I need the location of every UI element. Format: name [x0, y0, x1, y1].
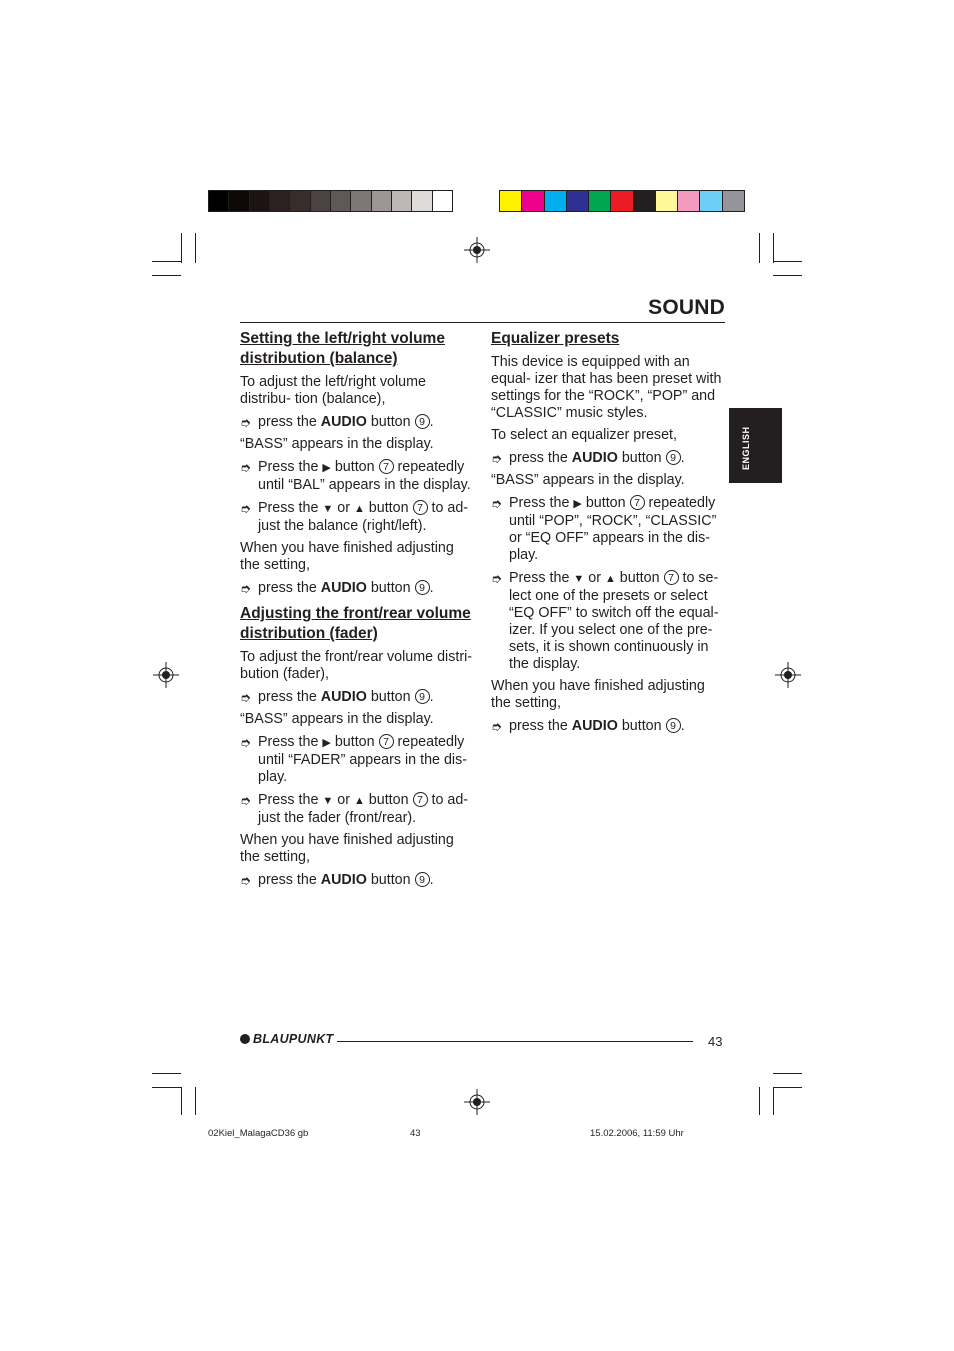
- button-number-badge: 9: [415, 414, 430, 429]
- balance-step-3: ➮ Press the ▼ or ▲ button 7 to ad- just the balance (right/left).: [240, 500, 469, 534]
- color-swatch: [351, 191, 371, 211]
- button-number-badge: 9: [415, 689, 430, 704]
- up-triangle-icon: ▲: [353, 795, 365, 807]
- color-swatch: [500, 191, 522, 211]
- color-swatch: [656, 191, 678, 211]
- color-swatch: [250, 191, 270, 211]
- slug-filename: 02Kiel_MalagaCD36 gb: [208, 1128, 309, 1139]
- fader-finished: When you have finished adjusting the setting,: [240, 832, 454, 865]
- balance-heading: Setting the left/right volume distribution (balance): [240, 330, 445, 367]
- arrow-icon: ➮: [491, 451, 502, 466]
- equalizer-finished: When you have finished adjusting the setting,: [491, 678, 705, 711]
- slug-date: 15.02.2006, 11:59 Uhr: [590, 1128, 684, 1139]
- registration-mark-icon: [464, 1089, 490, 1115]
- color-swatch: [700, 191, 722, 211]
- arrow-icon: ➮: [491, 571, 502, 586]
- fader-step-2: ➮ Press the ▶ button 7 repeatedly until “FADER” appears in the dis- play.: [240, 734, 467, 785]
- page-number: 43: [708, 1034, 723, 1049]
- arrow-icon: ➮: [240, 581, 251, 596]
- down-triangle-icon: ▼: [322, 503, 334, 515]
- balance-appears: “BASS” appears in the display.: [240, 436, 434, 452]
- equalizer-intro: This device is equipped with an equal- izer that has been preset with settings for the “ROCK”, “POP” and “CLASSIC” music styles.: [491, 354, 722, 421]
- registration-mark-icon: [464, 237, 490, 263]
- slug-page: 43: [410, 1128, 421, 1139]
- arrow-icon: ➮: [491, 719, 502, 734]
- crop-mark: [181, 1087, 182, 1115]
- button-number-badge: 7: [379, 459, 394, 474]
- color-swatch: [522, 191, 544, 211]
- fader-section: [240, 604, 475, 889]
- color-swatch: [589, 191, 611, 211]
- crop-mark: [181, 233, 182, 263]
- equalizer-step-4: ➮ press the AUDIO button 9 .: [491, 718, 685, 734]
- balance-step-4: ➮ press the AUDIO button 9 .: [240, 580, 434, 596]
- up-triangle-icon: ▲: [353, 503, 365, 515]
- button-number-badge: 7: [413, 500, 428, 515]
- color-swatch: [611, 191, 633, 211]
- crop-mark: [773, 275, 802, 276]
- fader-step-1: ➮ press the AUDIO button 9 .: [240, 689, 434, 705]
- right-triangle-icon: ▶: [573, 498, 582, 510]
- color-swatch: [270, 191, 290, 211]
- arrow-icon: ➮: [240, 735, 251, 750]
- button-number-badge: 9: [666, 718, 681, 733]
- arrow-icon: ➮: [491, 496, 502, 511]
- crop-mark: [773, 261, 802, 262]
- up-triangle-icon: ▲: [604, 573, 616, 585]
- crop-mark: [773, 233, 774, 263]
- crop-mark: [759, 233, 760, 263]
- balance-section: [240, 329, 475, 597]
- balance-step-2: ➮ Press the ▶ button 7 repeatedly until “BAL” appears in the display.: [240, 459, 471, 493]
- crop-mark: [759, 1087, 760, 1115]
- logo-dot-icon: [240, 1034, 250, 1044]
- equalizer-heading: Equalizer presets: [491, 330, 620, 347]
- equalizer-select: To select an equalizer preset,: [491, 427, 677, 443]
- color-swatch: [209, 191, 229, 211]
- color-swatch: [311, 191, 331, 211]
- color-swatch: [567, 191, 589, 211]
- arrow-icon: ➮: [240, 793, 251, 808]
- color-swatch: [678, 191, 700, 211]
- button-number-badge: 9: [415, 580, 430, 595]
- color-swatch: [372, 191, 392, 211]
- crop-mark: [152, 1073, 181, 1074]
- crop-mark: [152, 275, 181, 276]
- title-rule: [240, 322, 725, 323]
- button-number-badge: 7: [379, 734, 394, 749]
- page-title: SOUND: [648, 296, 725, 319]
- button-number-badge: 7: [630, 495, 645, 510]
- brand-name: BLAUPUNKT: [253, 1032, 334, 1046]
- color-swatch: [331, 191, 351, 211]
- arrow-icon: ➮: [240, 460, 251, 475]
- fader-step-3: ➮ Press the ▼ or ▲ button 7 to ad- just the fader (front/rear).: [240, 792, 469, 826]
- fader-step-4: ➮ press the AUDIO button 9 .: [240, 872, 434, 888]
- equalizer-step-3: ➮ Press the ▼ or ▲ button 7 to se- lect one of the presets or select “EQ OFF” to switch off the equal- izer. If you select one of the pre- sets, it is shown continuously in the display.: [491, 570, 719, 672]
- language-tab-label: ENGLISH: [741, 426, 751, 470]
- button-number-badge: 7: [413, 792, 428, 807]
- color-swatch: [433, 191, 452, 211]
- color-swatch: [290, 191, 310, 211]
- arrow-icon: ➮: [240, 873, 251, 888]
- color-swatch: [412, 191, 432, 211]
- down-triangle-icon: ▼: [322, 795, 334, 807]
- crop-mark: [773, 1087, 774, 1115]
- footer-rule: [337, 1041, 693, 1042]
- equalizer-appears: “BASS” appears in the display.: [491, 472, 685, 488]
- crop-mark: [195, 1087, 196, 1115]
- arrow-icon: ➮: [240, 690, 251, 705]
- equalizer-step-1: ➮ press the AUDIO button 9 .: [491, 450, 685, 466]
- fader-heading: Adjusting the front/rear volume distribution (fader): [240, 605, 471, 642]
- color-scale-bar: [499, 190, 745, 212]
- registration-mark-icon: [153, 662, 179, 688]
- button-number-badge: 7: [664, 570, 679, 585]
- color-swatch: [229, 191, 249, 211]
- arrow-icon: ➮: [240, 501, 251, 516]
- color-swatch: [392, 191, 412, 211]
- crop-mark: [152, 1087, 181, 1088]
- down-triangle-icon: ▼: [573, 573, 585, 585]
- right-triangle-icon: ▶: [322, 737, 331, 749]
- equalizer-section: [491, 329, 727, 735]
- arrow-icon: ➮: [240, 415, 251, 430]
- color-swatch: [634, 191, 656, 211]
- fader-appears: “BASS” appears in the display.: [240, 711, 434, 727]
- balance-intro: To adjust the left/right volume distribu- tion (balance),: [240, 374, 426, 407]
- crop-mark: [773, 1073, 802, 1074]
- language-tab: [729, 408, 782, 483]
- balance-finished: When you have finished adjusting the setting,: [240, 540, 454, 573]
- crop-mark: [152, 261, 181, 262]
- crop-mark: [195, 233, 196, 263]
- registration-mark-icon: [775, 662, 801, 688]
- balance-step-1: ➮ press the AUDIO button 9 .: [240, 414, 434, 430]
- crop-mark: [773, 1087, 802, 1088]
- equalizer-step-2: ➮ Press the ▶ button 7 repeatedly until “POP”, “ROCK”, “CLASSIC” or “EQ OFF” appears in the dis- play.: [491, 495, 717, 563]
- color-swatch: [723, 191, 744, 211]
- gray-scale-bar: [208, 190, 453, 212]
- button-number-badge: 9: [415, 872, 430, 887]
- button-number-badge: 9: [666, 450, 681, 465]
- fader-intro: To adjust the front/rear volume distri- bution (fader),: [240, 649, 473, 682]
- color-swatch: [545, 191, 567, 211]
- brand-logo: [240, 1032, 333, 1046]
- right-triangle-icon: ▶: [322, 462, 331, 474]
